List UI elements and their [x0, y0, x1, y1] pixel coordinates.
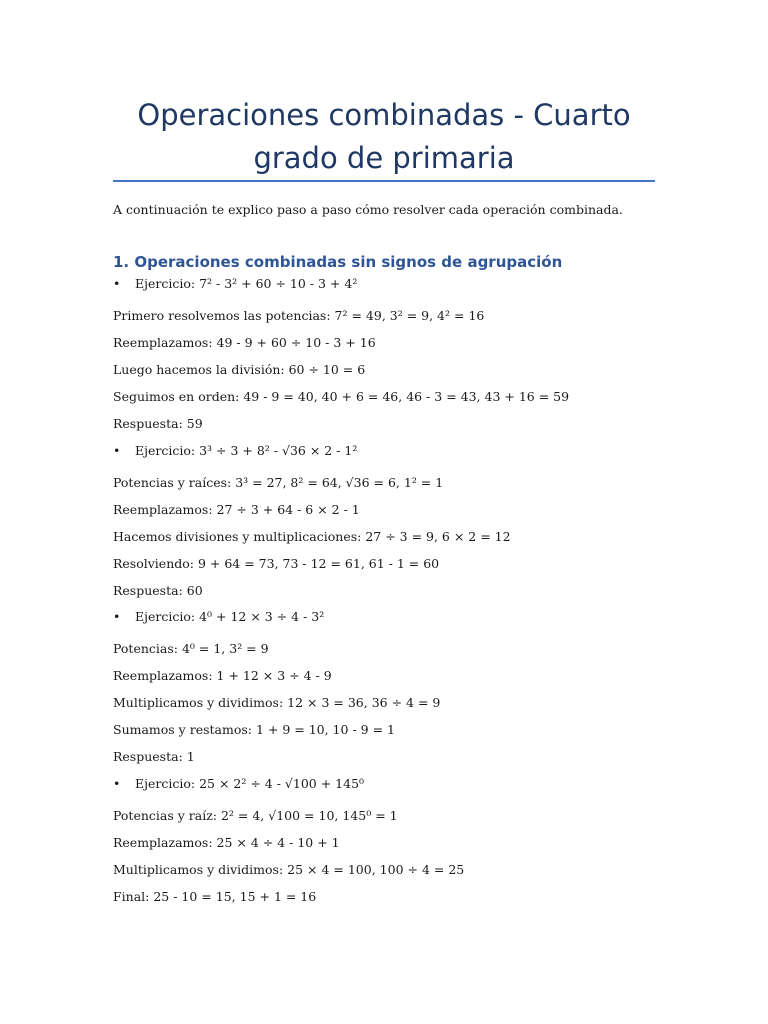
exercise-text: Ejercicio: 4⁰ + 12 × 3 ÷ 4 - 3² — [135, 609, 325, 624]
bullet-icon: • — [113, 276, 121, 291]
step-line: Resolviendo: 9 + 64 = 73, 73 - 12 = 61, 61 - 1 = 60 — [113, 556, 440, 571]
step-line: Luego hacemos la división: 60 ÷ 10 = 6 — [113, 362, 366, 377]
exercise-text: Ejercicio: 7² - 3² + 60 ÷ 10 - 3 + 4² — [135, 276, 358, 291]
exercise-bullet-3 — [113, 609, 324, 625]
exercise-text: Ejercicio: 25 × 2² ÷ 4 - √100 + 145⁰ — [135, 776, 365, 791]
step-line: Final: 25 - 10 = 15, 15 + 1 = 16 — [113, 889, 317, 904]
step-line: Reemplazamos: 25 × 4 ÷ 4 - 10 + 1 — [113, 835, 340, 850]
step-line: Reemplazamos: 27 ÷ 3 + 64 - 6 × 2 - 1 — [113, 502, 360, 517]
answer-line: Respuesta: 59 — [113, 416, 203, 431]
title-underline — [113, 180, 655, 182]
exercise-bullet-1 — [113, 276, 357, 292]
step-line: Potencias y raíz: 2² = 4, √100 = 10, 145⁰ = 1 — [113, 808, 398, 823]
document-title: Operaciones combinadas - Cuarto grado de primaria — [137, 98, 631, 175]
exercise-bullet-2 — [113, 443, 357, 459]
step-line: Multiplicamos y dividimos: 12 × 3 = 36, 36 ÷ 4 = 9 — [113, 695, 441, 710]
exercise-bullet-4 — [113, 776, 364, 792]
step-line: Sumamos y restamos: 1 + 9 = 10, 10 - 9 = 1 — [113, 722, 395, 737]
step-line: Multiplicamos y dividimos: 25 × 4 = 100, 100 ÷ 4 = 25 — [113, 862, 465, 877]
intro-paragraph: A continuación te explico paso a paso cómo resolver cada operación combinada. — [113, 202, 623, 217]
step-line: Hacemos divisiones y multiplicaciones: 27 ÷ 3 = 9, 6 × 2 = 12 — [113, 529, 511, 544]
bullet-icon: • — [113, 776, 121, 791]
step-line: Seguimos en orden: 49 - 9 = 40, 40 + 6 = 46, 46 - 3 = 43, 43 + 16 = 59 — [113, 389, 570, 404]
exercise-text: Ejercicio: 3³ ÷ 3 + 8² - √36 × 2 - 1² — [135, 443, 358, 458]
step-line: Potencias: 4⁰ = 1, 3² = 9 — [113, 641, 269, 656]
answer-line: Respuesta: 1 — [113, 749, 195, 764]
answer-line: Respuesta: 60 — [113, 583, 203, 598]
step-line: Reemplazamos: 1 + 12 × 3 ÷ 4 - 9 — [113, 668, 332, 683]
bullet-icon: • — [113, 609, 121, 624]
step-line: Reemplazamos: 49 - 9 + 60 ÷ 10 - 3 + 16 — [113, 335, 376, 350]
step-line: Potencias y raíces: 3³ = 27, 8² = 64, √36 = 6, 1² = 1 — [113, 475, 444, 490]
bullet-icon: • — [113, 443, 121, 458]
step-line: Primero resolvemos las potencias: 7² = 49, 3² = 9, 4² = 16 — [113, 308, 485, 323]
section-heading: 1. Operaciones combinadas sin signos de agrupación — [113, 253, 563, 271]
